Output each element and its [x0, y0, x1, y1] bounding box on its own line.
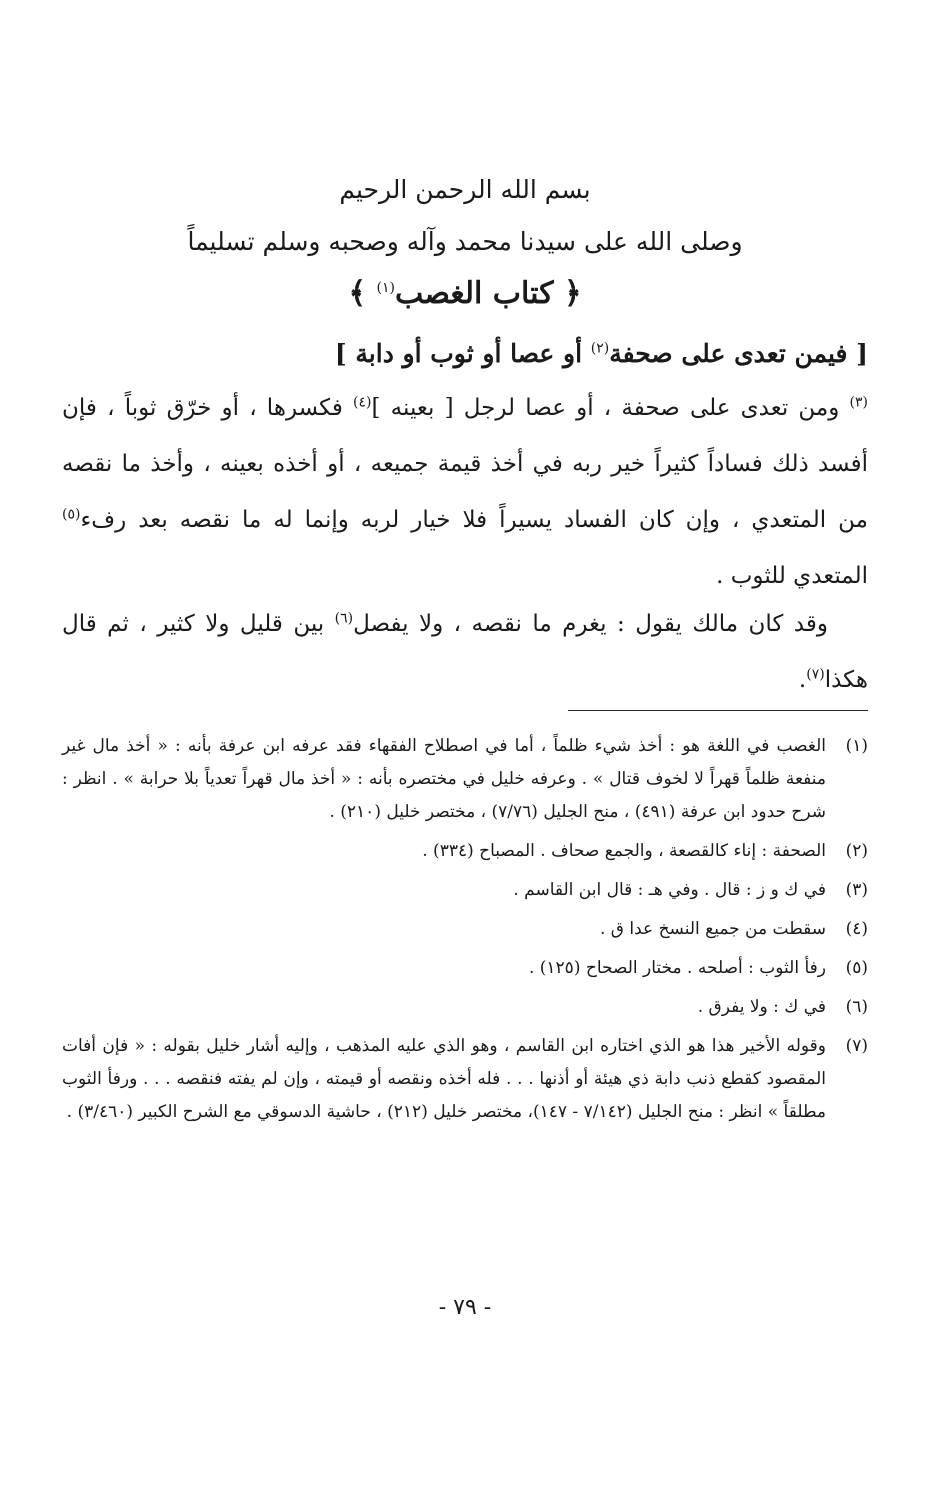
book-title-text: ﴿ كتاب الغصب: [394, 276, 582, 311]
body-paragraph-1-part-2: فكسرها ، أو خرّق ثوباً ، فإن أفسد ذلك فساداً كثيراً خير ربه في أخذ قيمة جميعه ، أو أخذه بعينه ، وأخذ ما نقصه من المتعدي ، وإن كان الفساد يسيراً فلا خيار لربه وإنما له ما نقصه بعد رفء: [62, 395, 868, 533]
section-heading-text-2: أو عصا أو ثوب أو دابة ]: [334, 339, 591, 368]
footnote-number: (٣): [845, 880, 868, 900]
footnote-ref-4: (٤): [353, 394, 372, 411]
body-paragraph-2: [62, 596, 868, 708]
footnote-ref-2: (٢): [590, 340, 610, 357]
document-page: [62, 0, 868, 1494]
body-paragraph-2-part-2: بين قليل ولا كثير ، ثم قال هكذا: [62, 611, 868, 693]
footnote-item: [62, 1030, 868, 1129]
book-title-close-bracket: ﴾: [348, 276, 367, 311]
footnote-number: (٥): [845, 958, 868, 978]
footnote-ref-3: (٣): [849, 394, 868, 411]
footnote-text: وقوله الأخير هذا هو الذي اختاره ابن القاسم ، وهو الذي عليه المذهب ، وإليه أشار خليل بقوله : « فإن أفات المقصود كقطع ذنب دابة ذي هيئة أو أذنها . . . فله أخذه ونقصه أو قيمته ، وإن لم يفته فنقصه . . . ورفأ الثوب مطلقاً » انظر : منح الجليل (٧/١٤٢ - ١٤٧)، مختصر خليل (٢١٢) ، حاشية الدسوقي مع الشرح الكبير (٣/٤٦٠) .: [62, 1036, 826, 1122]
body-paragraph-2-part-3: .: [798, 667, 807, 693]
footnote-item: [62, 874, 868, 907]
footnote-text: في ك : ولا يفرق .: [697, 997, 826, 1017]
footnote-ref-5: (٥): [62, 506, 81, 523]
footnote-item: [62, 835, 868, 868]
body-paragraph-1-part-3: المتعدي للثوب .: [716, 563, 868, 589]
footnote-number: (١): [845, 736, 868, 756]
body-paragraph-2-part-1: وقد كان مالك يقول : يغرم ما نقصه ، ولا يفصل: [353, 611, 828, 637]
footnote-text: سقطت من جميع النسخ عدا ق .: [599, 919, 826, 939]
footnote-number: (٧): [845, 1036, 868, 1056]
body-paragraph-1-part-1: ومن تعدى على صحفة ، أو عصا لرجل [ بعينه ]: [371, 395, 850, 421]
footnote-ref-1: (١): [376, 280, 395, 296]
footnote-ref-7: (٧): [806, 666, 825, 683]
basmala: بسم الله الرحمن الرحيم: [339, 175, 591, 204]
footnotes-section: [62, 730, 868, 1135]
footnote-number: (٢): [845, 841, 868, 861]
footnote-item: [62, 991, 868, 1024]
body-paragraph-1: [62, 380, 868, 604]
footnote-separator: [568, 710, 868, 711]
book-title: [62, 272, 868, 316]
section-heading-text-1: [ فيمن تعدى على صحفة: [609, 339, 868, 368]
footnote-text: الصحفة : إناء كالقصعة ، والجمع صحاف . المصباح (٣٣٤) .: [422, 841, 826, 861]
footnote-item: [62, 952, 868, 985]
footnote-number: (٤): [845, 919, 868, 939]
footnote-item: [62, 730, 868, 829]
footnote-text: في ك و ز : قال . وفي هـ : قال ابن القاسم .: [513, 880, 826, 900]
footnote-item: [62, 913, 868, 946]
footnote-text: رفأ الثوب : أصلحه . مختار الصحاح (١٢٥) .: [528, 958, 826, 978]
salawat-line: وصلى الله على سيدنا محمد وآله وصحبه وسلم تسليماً: [187, 227, 743, 256]
footnote-text: الغصب في اللغة هو : أخذ شيء ظلماً ، أما في اصطلاح الفقهاء فقد عرفه ابن عرفة بأنه : « أخذ مال غير منفعة ظلماً قهراً لا لخوف قتال » . وعرفه خليل في مختصره بأنه : « أخذ مال قهراً تعدياً بلا حرابة » . انظر : شرح حدود ابن عرفة (٤٩١) ، منح الجليل (٧/٧٦) ، مختصر خليل (٢١٠) .: [62, 736, 826, 822]
section-heading: [62, 334, 868, 374]
page-number: - ٧٩ -: [438, 1295, 492, 1320]
footnote-ref-6: (٦): [334, 610, 354, 627]
footnote-number: (٦): [845, 997, 868, 1017]
